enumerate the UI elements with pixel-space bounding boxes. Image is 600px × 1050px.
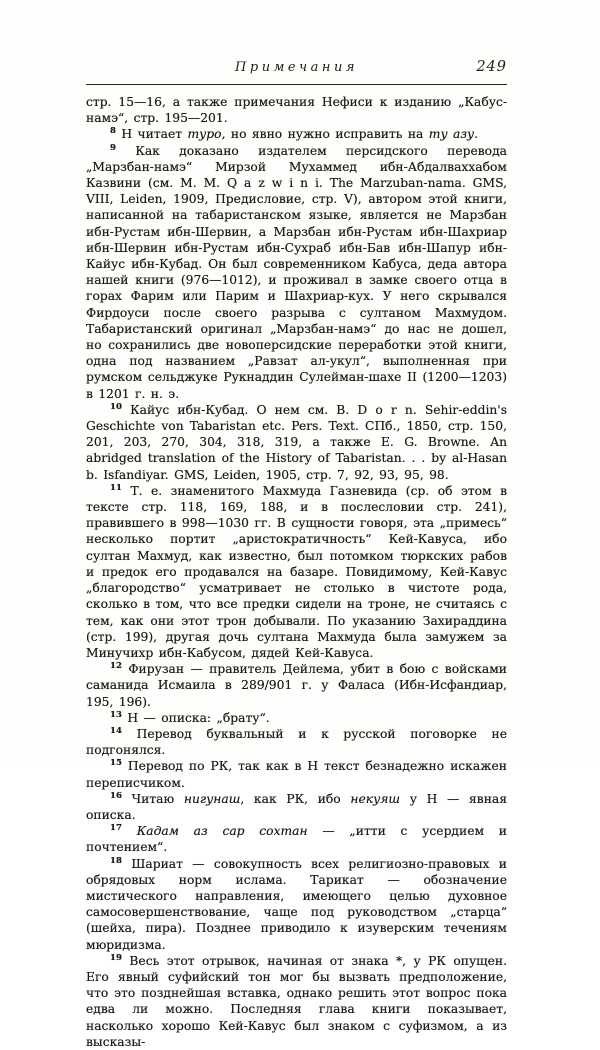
note-number: 10 xyxy=(110,401,122,412)
italic-term: Кадам аз сар сохтан xyxy=(136,824,308,839)
note-paragraph xyxy=(86,791,507,823)
page-content xyxy=(86,60,507,1050)
page-number: 249 xyxy=(476,59,507,75)
note-paragraph xyxy=(86,758,507,790)
note-text: — „итти с усердием и почтением“. xyxy=(86,824,507,855)
note-text: Читаю xyxy=(131,791,184,806)
note-paragraph xyxy=(86,726,507,758)
note-text: Фирузан — правитель Дейлема, убит в бою с войсками саманида Исмаила в 289/901 г. у Фаласа (Ибн-Исфандиар, 195, 196). xyxy=(86,662,507,709)
note-text: Весь этот отрывок, начиная от знака *, у РК опущен. Его явный суфийский тон мог бы вызвать предположение, что это позднейшая вставка, однако решить этот вопрос пока едва ли можно. Последняя глава книги показывает, насколько хорошо Кей-Кавус был знаком с суфизмом, а из высказы- xyxy=(86,953,507,1049)
note-text: Кайус ибн-Кубад. О нем см. B. D o r n. Sehir-eddin's Geschichte von Tabaristan etc. Pers. Text. СПб., 1850, стр. 150, 201, 203, 270, 304, 318, 319, а также E. G. Browne. An abridged translation of the History of Tabaristan. . . by al-Hasan b. Isfandiyar. GMS, Leiden, 1905, стр. 7, 92, 93, 95, 98. xyxy=(86,402,508,482)
note-number: 16 xyxy=(110,790,122,801)
note-text: у Н — явная описка. xyxy=(86,791,507,822)
note-text: . xyxy=(474,127,479,142)
note-paragraph xyxy=(86,94,507,126)
italic-term: туро xyxy=(187,127,222,142)
note-paragraph xyxy=(86,126,507,142)
note-paragraph xyxy=(86,143,507,402)
note-text: , как РК, ибо xyxy=(240,791,351,806)
italic-term: нигунаш xyxy=(183,791,241,806)
note-paragraph xyxy=(86,856,507,953)
header-rule xyxy=(86,84,507,85)
note-number: 11 xyxy=(110,482,122,493)
note-text: Н — описка: „брату“. xyxy=(127,710,270,725)
note-paragraph xyxy=(86,953,507,1050)
note-text: Перевод по РК, так как в Н текст безнадежно искажен переписчиком. xyxy=(86,759,507,790)
note-number: 12 xyxy=(110,661,122,672)
note-number: 17 xyxy=(110,823,122,834)
note-text: Т. е. знаменитого Махмуда Газневида (ср. об этом в тексте стр. 118, 169, 188, и в послесловии стр. 241), правившего в 998—1030 гг. В сущности говоря, эта „примесь“ несколько портит „аристократичность“ Кей-Кавуса, ибо султан Махмуд, как известно, был потомком тюркских рабов и предок его продавался на базаре. Повидимому, Кей-Кавус „благородство“ усматривает не столько в чистоте рода, сколько в том, что все предки сидели на троне, не считаясь с тем, как они этот трон добывали. По указанию Захираддина (стр. 199), другая дочь султана Махмуда была замужем за Минучихр ибн-Кабусом, дядей Кей-Кавуса. xyxy=(86,483,507,660)
note-number: 15 xyxy=(110,758,122,769)
note-number: 14 xyxy=(110,725,122,736)
note-text: Как доказано издателем персидского перевода „Марзбан-намэ“ Мирзой Мухаммед ибн-Абдалваххабом Казвини (см. М. М. Q a z w i n i. The Marzuban-nama. GMS, VIII, Leiden, 1909, Предисловие, стр. V), автором этой книги, написанной на табаристанском языке, является не Марзбан ибн-Рустам ибн-Шервин, а Марзбан ибн-Рустам ибн-Шахриар ибн-Шервин ибн-Рустам ибн-Сухраб ибн-Бав ибн-Шапур ибн-Кайус ибн-Кубад. Он был современником Кабуса, деда автора нашей книги (976—1012), и проживал в замке своего отца в горах Фарим или Парим и Шахриар-кух. У него скрывался Фирдоуси после своего разрыва с султаном Махмудом. Табаристанский оригинал „Марзбан-намэ“ до нас не дошел, но сохранились две новоперсидские переработки этой книги, одна под названием „Равзат ал-укул“, выполненная при румском сельджуке Рукнаддин Сулейман-шахе II (1200—1203) в 1201 г. н. э. xyxy=(86,143,507,401)
notes-section xyxy=(86,94,507,1050)
note-number: 9 xyxy=(110,142,116,153)
note-paragraph xyxy=(86,483,507,661)
note-number: 13 xyxy=(110,709,122,720)
note-number: 8 xyxy=(110,126,116,137)
running-header xyxy=(86,60,507,82)
note-text: Н читает xyxy=(121,127,188,142)
note-text: стр. 15—16, а также примечания Нефиси к изданию „Кабус-намэ“, стр. 195—201. xyxy=(86,95,507,126)
note-text: Перевод буквальный и к русской поговорке не подгонялся. xyxy=(86,726,507,758)
note-paragraph xyxy=(86,661,507,710)
note-paragraph xyxy=(86,710,507,726)
italic-term: ту азу xyxy=(428,127,475,142)
note-number: 18 xyxy=(110,855,122,866)
note-text: Шариат — совокупность всех религиозно-правовых и обрядовых норм ислама. Тарикат — обозначение мистического направления, имеющего целью духовное самосовершенствование, чаще под руководством „старца“ (шейха, пира). Позднее приводило к изуверским течениям мюридизма. xyxy=(86,856,507,952)
page-header-title: Примечания xyxy=(235,60,358,75)
italic-term: некуяш xyxy=(350,791,401,806)
note-text: , но явно нужно исправить на xyxy=(221,127,429,142)
note-paragraph xyxy=(86,823,507,855)
note-paragraph xyxy=(86,402,507,483)
note-number: 19 xyxy=(110,952,122,963)
